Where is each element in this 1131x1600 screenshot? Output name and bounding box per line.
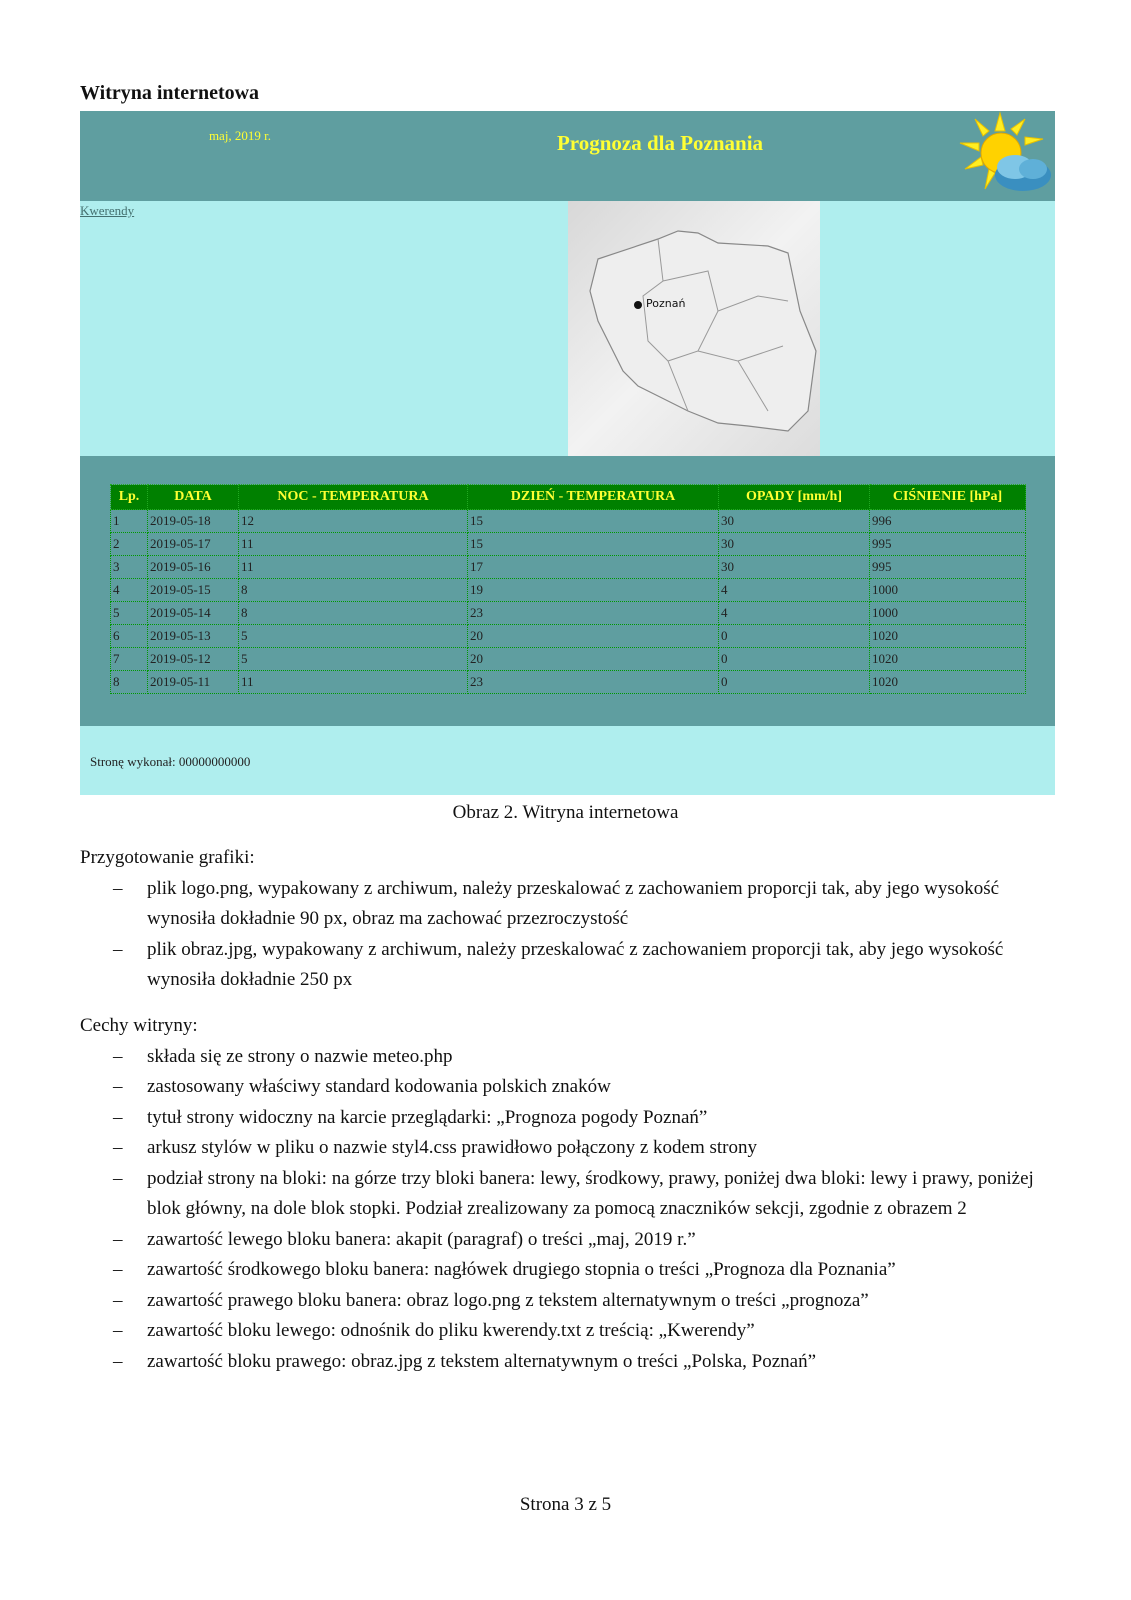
cell: 1020 bbox=[870, 648, 1026, 671]
cell: 4 bbox=[719, 579, 870, 602]
cell: 1020 bbox=[870, 625, 1026, 648]
cell: 23 bbox=[468, 671, 719, 694]
cell: 30 bbox=[719, 533, 870, 556]
graphics-list bbox=[80, 874, 1055, 996]
list-item: – podział strony na bloki: na górze trzy bloki banera: lewy, środkowy, prawy, poniżej dwa bloki: lewy i prawy, poniżej blok główny, na dole blok stopki. Podział zrealizowany za pomocą znaczników sekcji, zgodnie z obrazem 2 bbox=[80, 1164, 1055, 1225]
cell: 2019-05-18 bbox=[148, 510, 239, 533]
list-item: – zawartość bloku prawego: obraz.jpg z tekstem alternatywnym o treści „Polska, Poznań” bbox=[80, 1347, 1055, 1378]
list-item: – plik obraz.jpg, wypakowany z archiwum, należy przeskalować z zachowaniem proporcji tak, aby jego wysokość wynosiła dokładnie 250 px bbox=[80, 935, 1055, 996]
cell: 30 bbox=[719, 556, 870, 579]
list-item: – zawartość bloku lewego: odnośnik do pliku kwerendy.txt z treścią: „Kwerendy” bbox=[80, 1316, 1055, 1347]
cell: 15 bbox=[468, 533, 719, 556]
cell: 5 bbox=[111, 602, 148, 625]
list-item: – tytuł strony widoczny na karcie przeglądarki: „Prognoza pogody Poznań” bbox=[80, 1103, 1055, 1134]
cell: 11 bbox=[239, 671, 468, 694]
features-heading: Cechy witryny: bbox=[80, 1015, 198, 1036]
banner-center bbox=[400, 111, 920, 156]
cell: 2019-05-14 bbox=[148, 602, 239, 625]
poland-map-image bbox=[568, 201, 820, 456]
cell: 6 bbox=[111, 625, 148, 648]
cell: 1020 bbox=[870, 671, 1026, 694]
cell: 12 bbox=[239, 510, 468, 533]
sun-cloud-icon bbox=[955, 111, 1055, 201]
cell: 2019-05-12 bbox=[148, 648, 239, 671]
cell: 1000 bbox=[870, 602, 1026, 625]
cell: 17 bbox=[468, 556, 719, 579]
cell: 19 bbox=[468, 579, 719, 602]
header-lp: Lp. bbox=[111, 485, 148, 510]
footer-text: Stronę wykonał: 00000000000 bbox=[90, 754, 251, 769]
table-row bbox=[111, 671, 1026, 694]
table-header-row bbox=[111, 485, 1026, 510]
banner bbox=[80, 111, 1055, 201]
features-section bbox=[80, 1011, 1055, 1377]
table-row bbox=[111, 556, 1026, 579]
table-row bbox=[111, 579, 1026, 602]
cell: 15 bbox=[468, 510, 719, 533]
cell: 2019-05-15 bbox=[148, 579, 239, 602]
cell: 1000 bbox=[870, 579, 1026, 602]
header-dzien: DZIEŃ - TEMPERATURA bbox=[468, 485, 719, 510]
poznan-label: Poznań bbox=[646, 297, 686, 310]
table-row bbox=[111, 510, 1026, 533]
footer-block bbox=[80, 726, 1055, 795]
table-row bbox=[111, 602, 1026, 625]
cell: 11 bbox=[239, 533, 468, 556]
section-title: Witryna internetowa bbox=[80, 82, 260, 104]
cell: 5 bbox=[239, 648, 468, 671]
header-cisnienie: CIŚNIENIE [hPa] bbox=[870, 485, 1026, 510]
cell: 8 bbox=[239, 579, 468, 602]
banner-heading: Prognoza dla Poznania bbox=[556, 131, 764, 155]
poland-map-icon bbox=[568, 201, 820, 456]
cell: 23 bbox=[468, 602, 719, 625]
list-item: – zawartość prawego bloku banera: obraz logo.png z tekstem alternatywnym o treści „prognoza” bbox=[80, 1286, 1055, 1317]
cell: 1 bbox=[111, 510, 148, 533]
list-item: – zastosowany właściwy standard kodowania polskich znaków bbox=[80, 1072, 1055, 1103]
cell: 0 bbox=[719, 625, 870, 648]
cell: 8 bbox=[239, 602, 468, 625]
graphics-section bbox=[80, 843, 1055, 996]
features-list bbox=[80, 1042, 1055, 1378]
header-noc: NOC - TEMPERATURA bbox=[239, 485, 468, 510]
cell: 7 bbox=[111, 648, 148, 671]
header-opady: OPADY [mm/h] bbox=[719, 485, 870, 510]
graphics-heading: Przygotowanie grafiki: bbox=[80, 847, 255, 868]
kwerendy-link[interactable]: Kwerendy bbox=[80, 203, 135, 218]
cell: 3 bbox=[111, 556, 148, 579]
cell: 4 bbox=[719, 602, 870, 625]
cell: 8 bbox=[111, 671, 148, 694]
weather-table bbox=[110, 484, 1026, 694]
cell: 995 bbox=[870, 556, 1026, 579]
cell: 2019-05-11 bbox=[148, 671, 239, 694]
website-screenshot bbox=[80, 111, 1055, 795]
list-item: – plik logo.png, wypakowany z archiwum, należy przeskalować z zachowaniem proporcji tak, aby jego wysokość wynosiła dokładnie 90 px, obraz ma zachować przezroczystość bbox=[80, 874, 1055, 935]
cell: 30 bbox=[719, 510, 870, 533]
banner-left bbox=[80, 111, 400, 144]
middle-blocks bbox=[80, 201, 1055, 456]
cell: 2019-05-13 bbox=[148, 625, 239, 648]
cell: 2019-05-16 bbox=[148, 556, 239, 579]
cell: 996 bbox=[870, 510, 1026, 533]
list-item: – arkusz stylów w pliku o nazwie styl4.css prawidłowo połączony z kodem strony bbox=[80, 1133, 1055, 1164]
main-block bbox=[80, 456, 1055, 726]
table-row bbox=[111, 648, 1026, 671]
cell: 2 bbox=[111, 533, 148, 556]
figure-caption: Obraz 2. Witryna internetowa bbox=[452, 802, 679, 823]
page-number: Strona 3 z 5 bbox=[519, 1494, 612, 1515]
banner-right bbox=[955, 111, 1055, 201]
list-item: – zawartość środkowego bloku banera: nagłówek drugiego stopnia o treści „Prognoza dla Poznania” bbox=[80, 1255, 1055, 1286]
cell: 5 bbox=[239, 625, 468, 648]
table-row bbox=[111, 533, 1026, 556]
list-item: – składa się ze strony o nazwie meteo.php bbox=[80, 1042, 1055, 1073]
cell: 20 bbox=[468, 648, 719, 671]
cell: 995 bbox=[870, 533, 1026, 556]
header-data: DATA bbox=[148, 485, 239, 510]
cell: 2019-05-17 bbox=[148, 533, 239, 556]
cell: 4 bbox=[111, 579, 148, 602]
cell: 0 bbox=[719, 671, 870, 694]
banner-date: maj, 2019 r. bbox=[208, 128, 272, 143]
cell: 20 bbox=[468, 625, 719, 648]
cell: 11 bbox=[239, 556, 468, 579]
table-row bbox=[111, 625, 1026, 648]
list-item: – zawartość lewego bloku banera: akapit (paragraf) o treści „maj, 2019 r.” bbox=[80, 1225, 1055, 1256]
cell: 0 bbox=[719, 648, 870, 671]
